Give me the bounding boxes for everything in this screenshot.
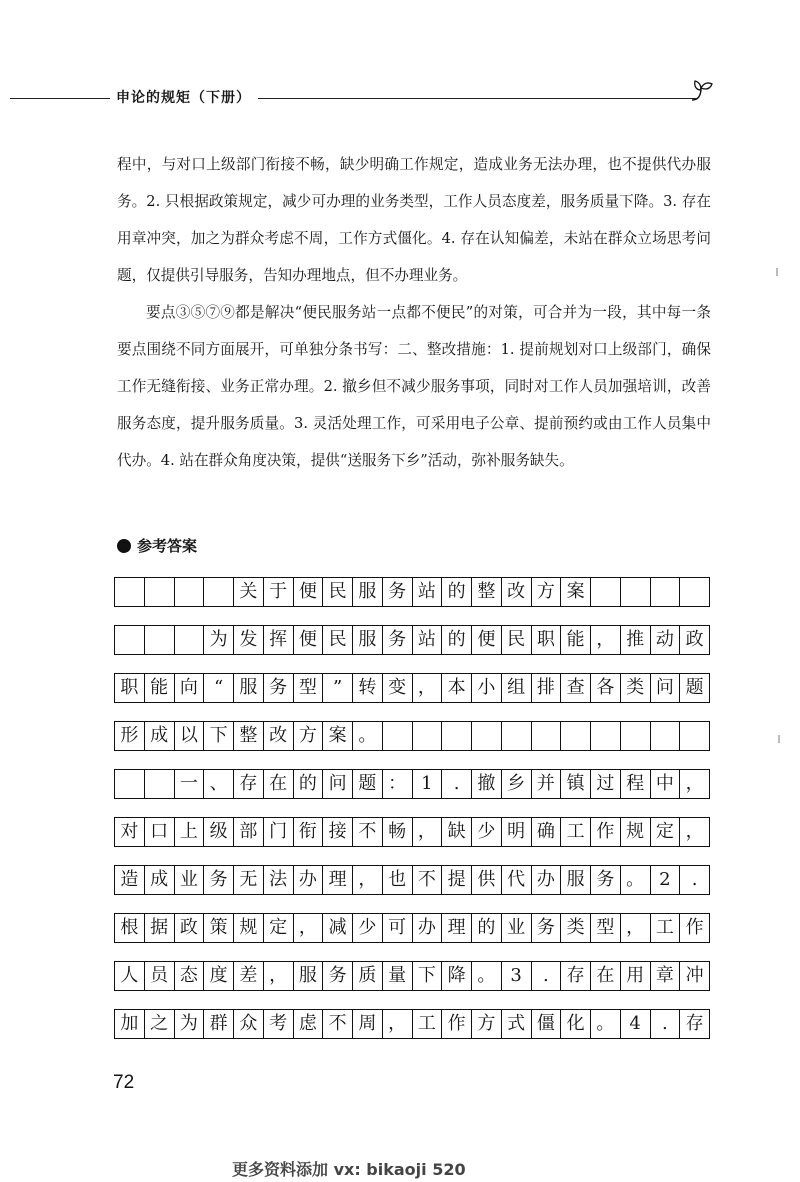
grid-cell: 不	[413, 866, 443, 894]
grid-cell: 的	[442, 578, 472, 606]
grid-cell	[532, 722, 562, 750]
grid-cell: 可	[383, 914, 413, 942]
grid-cell: 排	[532, 674, 562, 702]
grid-cell: 务	[383, 578, 413, 606]
grid-cell: 加	[115, 1010, 145, 1038]
grid-cell: 服	[294, 962, 324, 990]
grid-cell: 度	[204, 962, 234, 990]
body-paragraph-2: 要点③⑤⑦⑨都是解决“便民服务站一点都不便民”的对策，可合并为一段，其中每一条要点围绕不同方面展开，可单独分条书写：二、整改措施：1. 提前规划对口上级部门，确保工作无缝衔接、业务正常办理。2. 撤乡但不减少服务事项，同时对工作人员加强培训，改善服务态度，提升服务质量。3. 灵活处理工作，可采用电子公章、提前预约或由工作人员集中代办。4. 站在群众角度决策，提供“送服务下乡”活动，弥补服务缺失。	[117, 304, 711, 469]
grid-cell: 成	[145, 866, 175, 894]
grid-cell: 案	[323, 722, 353, 750]
grid-cell: 提	[442, 866, 472, 894]
grid-cell: ，	[294, 914, 324, 942]
grid-cell: 便	[472, 626, 502, 654]
grid-cell: 部	[234, 818, 264, 846]
grid-cell: 为	[204, 626, 234, 654]
grid-cell: 以	[175, 722, 205, 750]
grid-row	[114, 577, 710, 607]
grid-cell: 衔	[294, 818, 324, 846]
grid-cell	[175, 626, 205, 654]
grid-cell: 站	[413, 626, 443, 654]
grid-cell	[145, 578, 175, 606]
grid-row	[114, 625, 710, 655]
grid-cell: 撤	[472, 770, 502, 798]
grid-cell: 民	[323, 578, 353, 606]
grid-cell: 门	[264, 818, 294, 846]
grid-cell: 政	[175, 914, 205, 942]
grid-cell: 用	[621, 962, 651, 990]
grid-cell: 存	[685, 1013, 704, 1034]
grid-cell: 便	[294, 626, 324, 654]
answer-heading	[117, 535, 197, 561]
grid-cell: 中	[651, 770, 681, 798]
grid-cell: 少	[353, 914, 383, 942]
grid-cell: 众	[234, 1010, 264, 1038]
grid-cell: ，	[413, 674, 443, 702]
grid-cell: 量	[383, 962, 413, 990]
sprout-icon	[688, 78, 714, 108]
body-paragraph-1: 程中，与对口上级部门衔接不畅，缺少明确工作规定，造成业务无法办理，也不提供代办服务。2. 只根据政策规定，减少可办理的业务类型，工作人员态度差，服务质量下降。3. 存在用章冲突，加之为群众考虑不周，工作方式僵化。4. 存在认知偏差，未站在群众立场思考问题，仅提供引导服务，告知办理地点，但不办理业务。	[117, 156, 711, 284]
grid-cell: 问	[651, 674, 681, 702]
grid-cell: 向	[175, 674, 205, 702]
footer-watermark: 更多资料添加 vx: bikaoji 520	[232, 1160, 466, 1179]
running-header	[0, 78, 800, 108]
grid-row	[114, 865, 710, 895]
grid-row	[114, 769, 710, 799]
grid-cell	[591, 722, 621, 750]
grid-cell: 质	[353, 962, 383, 990]
grid-cell: 减	[323, 914, 353, 942]
header-title: 申论的规矩（下册）	[116, 90, 251, 106]
grid-cell: 发	[234, 626, 264, 654]
grid-cell	[145, 626, 175, 654]
grid-cell: 各	[591, 674, 621, 702]
grid-cell: 级	[204, 818, 234, 846]
grid-cell: 章	[651, 962, 681, 990]
grid-cell: 群	[204, 1010, 234, 1038]
grid-cell: 僵	[532, 1010, 562, 1038]
grid-cell: 畅	[383, 818, 413, 846]
grid-cell: 题	[685, 677, 704, 698]
grid-cell: ，	[383, 1010, 413, 1038]
grid-cell	[680, 722, 709, 750]
grid-row	[114, 673, 710, 703]
grid-cell: 型	[591, 914, 621, 942]
grid-cell: 一	[175, 770, 205, 798]
grid-cell: 服	[234, 674, 264, 702]
grid-cell	[502, 722, 532, 750]
grid-cell: ，	[685, 821, 704, 842]
grid-cell: .	[532, 962, 562, 990]
grid-cell: 的	[442, 626, 472, 654]
grid-cell: 确	[532, 818, 562, 846]
grid-cell: ，	[591, 626, 621, 654]
grid-cell: 于	[264, 578, 294, 606]
grid-cell: 作	[685, 917, 704, 938]
header-rule-right	[258, 98, 698, 99]
grid-cell: 理	[442, 914, 472, 942]
grid-cell: 也	[383, 866, 413, 894]
grid-cell: 小	[472, 674, 502, 702]
grid-cell: 之	[145, 1010, 175, 1038]
grid-cell: 为	[175, 1010, 205, 1038]
grid-cell	[651, 578, 681, 606]
grid-cell: ，	[353, 866, 383, 894]
grid-cell: 供	[472, 866, 502, 894]
grid-cell: 题	[353, 770, 383, 798]
grid-cell: 虑	[294, 1010, 324, 1038]
grid-cell: .	[691, 869, 698, 890]
grid-cell	[472, 722, 502, 750]
grid-cell: 服	[353, 626, 383, 654]
grid-row	[114, 913, 710, 943]
grid-cell: 式	[502, 1010, 532, 1038]
grid-cell: 1	[413, 770, 443, 798]
grid-cell: 的	[294, 770, 324, 798]
grid-cell: 不	[353, 818, 383, 846]
grid-cell	[175, 578, 205, 606]
grid-cell: 改	[264, 722, 294, 750]
grid-cell: 在	[591, 962, 621, 990]
grid-cell: 改	[502, 578, 532, 606]
grid-cell	[621, 578, 651, 606]
grid-cell: .	[651, 1010, 681, 1038]
grid-cell: 差	[234, 962, 264, 990]
grid-cell: 作	[442, 1010, 472, 1038]
grid-cell: 无	[234, 866, 264, 894]
grid-cell: 4	[621, 1010, 651, 1038]
grid-cell: 形	[115, 722, 145, 750]
grid-cell: 周	[353, 1010, 383, 1038]
grid-cell: 根	[115, 914, 145, 942]
grid-cell: 工	[651, 914, 681, 942]
grid-cell: 少	[472, 818, 502, 846]
grid-cell: 民	[323, 626, 353, 654]
grid-cell: ”	[323, 674, 353, 702]
grid-cell: 。	[591, 1010, 621, 1038]
grid-cell: 考	[264, 1010, 294, 1038]
grid-cell: 降	[442, 962, 472, 990]
grid-row	[114, 1009, 710, 1039]
answer-heading-label: 参考答案	[137, 537, 198, 555]
page-number: 72	[113, 1072, 135, 1093]
grid-cell: 上	[175, 818, 205, 846]
grid-cell: 代	[502, 866, 532, 894]
grid-cell	[115, 578, 145, 606]
bullet-icon	[117, 539, 131, 553]
grid-cell: 务	[532, 914, 562, 942]
grid-cell: 办	[413, 914, 443, 942]
grid-cell: 类	[561, 914, 591, 942]
grid-cell	[145, 770, 175, 798]
grid-cell: 本	[442, 674, 472, 702]
grid-cell: 3	[502, 962, 532, 990]
grid-cell: 规	[234, 914, 264, 942]
grid-cell: 整	[234, 722, 264, 750]
grid-cell: 冲	[685, 965, 704, 986]
grid-cell: 案	[561, 578, 591, 606]
grid-cell: 站	[413, 578, 443, 606]
grid-cell: 。	[621, 866, 651, 894]
grid-cell: 问	[323, 770, 353, 798]
grid-row	[114, 817, 710, 847]
grid-cell: 理	[323, 866, 353, 894]
grid-cell	[651, 722, 681, 750]
grid-cell: 变	[383, 674, 413, 702]
grid-cell: 在	[264, 770, 294, 798]
grid-cell: 接	[323, 818, 353, 846]
grid-cell: ：	[383, 770, 413, 798]
grid-cell: 对	[115, 818, 145, 846]
grid-cell: 便	[294, 578, 324, 606]
grid-cell: 化	[561, 1010, 591, 1038]
grid-cell: 并	[532, 770, 562, 798]
grid-cell: 下	[413, 962, 443, 990]
grid-cell: 务	[323, 962, 353, 990]
grid-row	[114, 721, 710, 751]
grid-cell: 。	[472, 962, 502, 990]
grid-cell: “	[204, 674, 234, 702]
grid-cell: 整	[472, 578, 502, 606]
grid-cell: 口	[145, 818, 175, 846]
grid-cell: 乡	[502, 770, 532, 798]
grid-cell	[442, 722, 472, 750]
grid-cell: 型	[294, 674, 324, 702]
grid-cell: 、	[204, 770, 234, 798]
grid-cell: 服	[561, 866, 591, 894]
grid-cell: ，	[413, 818, 443, 846]
grid-cell: 关	[234, 578, 264, 606]
grid-cell: 转	[353, 674, 383, 702]
grid-cell	[561, 722, 591, 750]
grid-cell	[383, 722, 413, 750]
grid-cell: 不	[323, 1010, 353, 1038]
grid-cell: 服	[353, 578, 383, 606]
grid-cell: 动	[651, 626, 681, 654]
scan-mark	[776, 268, 778, 276]
grid-cell: 办	[294, 866, 324, 894]
grid-cell: 成	[145, 722, 175, 750]
grid-cell: 方	[532, 578, 562, 606]
grid-cell: 缺	[442, 818, 472, 846]
grid-cell	[115, 770, 145, 798]
grid-cell: 方	[472, 1010, 502, 1038]
grid-cell: 定	[264, 914, 294, 942]
grid-cell: 程	[621, 770, 651, 798]
grid-cell: 员	[145, 962, 175, 990]
grid-cell: 方	[294, 722, 324, 750]
grid-cell: 下	[204, 722, 234, 750]
grid-cell: 民	[502, 626, 532, 654]
grid-cell: 推	[621, 626, 651, 654]
grid-cell: ，	[685, 773, 704, 794]
grid-cell: 人	[115, 962, 145, 990]
grid-cell: 政	[685, 629, 704, 650]
grid-row	[114, 961, 710, 991]
grid-cell: 工	[413, 1010, 443, 1038]
grid-cell: 。	[353, 722, 383, 750]
grid-cell: 的	[472, 914, 502, 942]
grid-cell: ，	[264, 962, 294, 990]
grid-cell: 务	[264, 674, 294, 702]
grid-cell: 法	[264, 866, 294, 894]
grid-cell: 作	[591, 818, 621, 846]
grid-cell: 规	[621, 818, 651, 846]
grid-cell: 组	[502, 674, 532, 702]
grid-cell: 业	[502, 914, 532, 942]
grid-cell: 镇	[561, 770, 591, 798]
grid-cell	[680, 578, 709, 606]
grid-cell: 职	[532, 626, 562, 654]
grid-cell: 态	[175, 962, 205, 990]
grid-cell: 定	[651, 818, 681, 846]
grid-cell: 存	[561, 962, 591, 990]
grid-cell: 业	[175, 866, 205, 894]
grid-cell	[115, 626, 145, 654]
grid-cell: 务	[591, 866, 621, 894]
grid-cell	[591, 578, 621, 606]
scan-mark	[778, 735, 780, 743]
grid-cell: 能	[145, 674, 175, 702]
grid-cell: 过	[591, 770, 621, 798]
grid-cell	[204, 578, 234, 606]
grid-cell: 存	[234, 770, 264, 798]
grid-cell: 工	[561, 818, 591, 846]
grid-cell: .	[442, 770, 472, 798]
grid-cell: 查	[561, 674, 591, 702]
grid-cell: 务	[204, 866, 234, 894]
grid-cell: 策	[204, 914, 234, 942]
grid-cell	[621, 722, 651, 750]
grid-cell: 据	[145, 914, 175, 942]
grid-cell: 挥	[264, 626, 294, 654]
grid-cell: ，	[621, 914, 651, 942]
grid-cell: 能	[561, 626, 591, 654]
grid-cell: 造	[115, 866, 145, 894]
grid-cell: 明	[502, 818, 532, 846]
grid-cell: 类	[621, 674, 651, 702]
grid-cell: 2	[651, 866, 681, 894]
grid-cell: 职	[115, 674, 145, 702]
grid-cell: 办	[532, 866, 562, 894]
header-rule-left	[10, 98, 110, 99]
grid-cell	[413, 722, 443, 750]
grid-cell: 务	[383, 626, 413, 654]
